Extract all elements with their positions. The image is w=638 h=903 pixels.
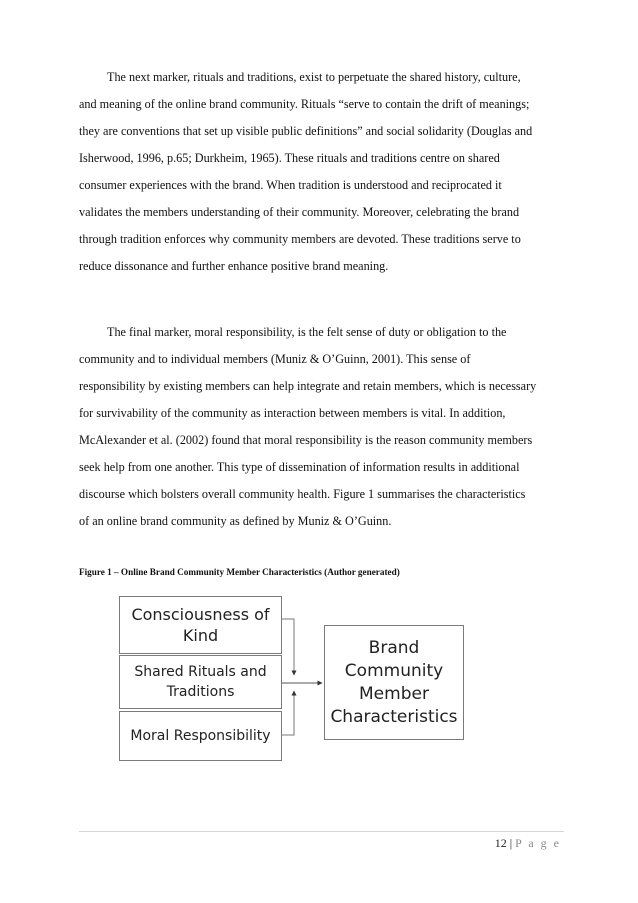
text-line: of an online brand community as defined by Muniz & O’Guinn. bbox=[79, 514, 392, 528]
box-consciousness-of-kind bbox=[119, 596, 282, 654]
box-label: Community bbox=[344, 660, 444, 681]
text-line: seek help from one another. This type of dissemination of information results in additional bbox=[79, 460, 520, 474]
box-label: Member bbox=[359, 683, 429, 704]
page-footer bbox=[495, 836, 561, 851]
box-label: Brand bbox=[368, 637, 420, 658]
text-line: The final marker, moral responsibility, is the felt sense of duty or obligation to the bbox=[107, 325, 507, 339]
text-line: community and to individual members (Muniz & O’Guinn, 2001). This sense of bbox=[79, 352, 471, 366]
text-line: they are conventions that set up visible public definitions” and social solidarity (Douglas and bbox=[79, 124, 533, 138]
footer-divider bbox=[79, 831, 564, 832]
text-line: and meaning of the online brand community. Rituals “serve to contain the drift of meanings; bbox=[79, 97, 530, 111]
box-label: Traditions bbox=[166, 684, 235, 700]
box-moral-responsibility bbox=[119, 711, 282, 761]
box-label: Moral Responsibility bbox=[130, 728, 271, 744]
box-label: Kind bbox=[182, 626, 219, 645]
box-brand-community-member-characteristics bbox=[324, 625, 464, 740]
text-line: reduce dissonance and further enhance positive brand meaning. bbox=[79, 259, 389, 273]
figure-caption: Figure 1 – Online Brand Community Member Characteristics (Author generated) bbox=[79, 567, 400, 577]
paragraph-rituals-traditions bbox=[79, 64, 564, 280]
paragraph-moral-responsibility bbox=[79, 319, 564, 535]
text-line: for survivability of the community as interaction between members is vital. In addition, bbox=[79, 406, 506, 420]
text-line: The next marker, rituals and traditions, exist to perpetuate the shared history, culture, bbox=[107, 70, 521, 84]
text-line: through tradition enforces why community members are devoted. These traditions serve to bbox=[79, 232, 521, 246]
box-label: Characteristics bbox=[330, 706, 458, 727]
characteristics-diagram bbox=[110, 588, 490, 773]
connector-consciousness bbox=[282, 619, 294, 675]
page-number: 12 bbox=[494, 836, 507, 850]
box-label: Consciousness of bbox=[131, 605, 270, 624]
footer-separator: | bbox=[509, 836, 513, 850]
box-shared-rituals-traditions bbox=[119, 655, 282, 709]
text-line: consumer experiences with the brand. When tradition is understood and reciprocated it bbox=[79, 178, 502, 192]
text-line: discourse which bolsters overall community health. Figure 1 summarises the characteristics bbox=[79, 487, 526, 501]
box-label: Shared Rituals and bbox=[134, 664, 267, 680]
text-line: Isherwood, 1996, p.65; Durkheim, 1965). These rituals and traditions centre on shared bbox=[79, 151, 500, 165]
text-line: validates the members understanding of their community. Moreover, celebrating the brand bbox=[79, 205, 520, 219]
text-line: responsibility by existing members can help integrate and retain members, which is necessary bbox=[79, 379, 537, 393]
text-line: McAlexander et al. (2002) found that moral responsibility is the reason community members bbox=[79, 433, 533, 447]
connector-moral bbox=[282, 691, 294, 735]
page-label: P a g e bbox=[515, 836, 561, 850]
